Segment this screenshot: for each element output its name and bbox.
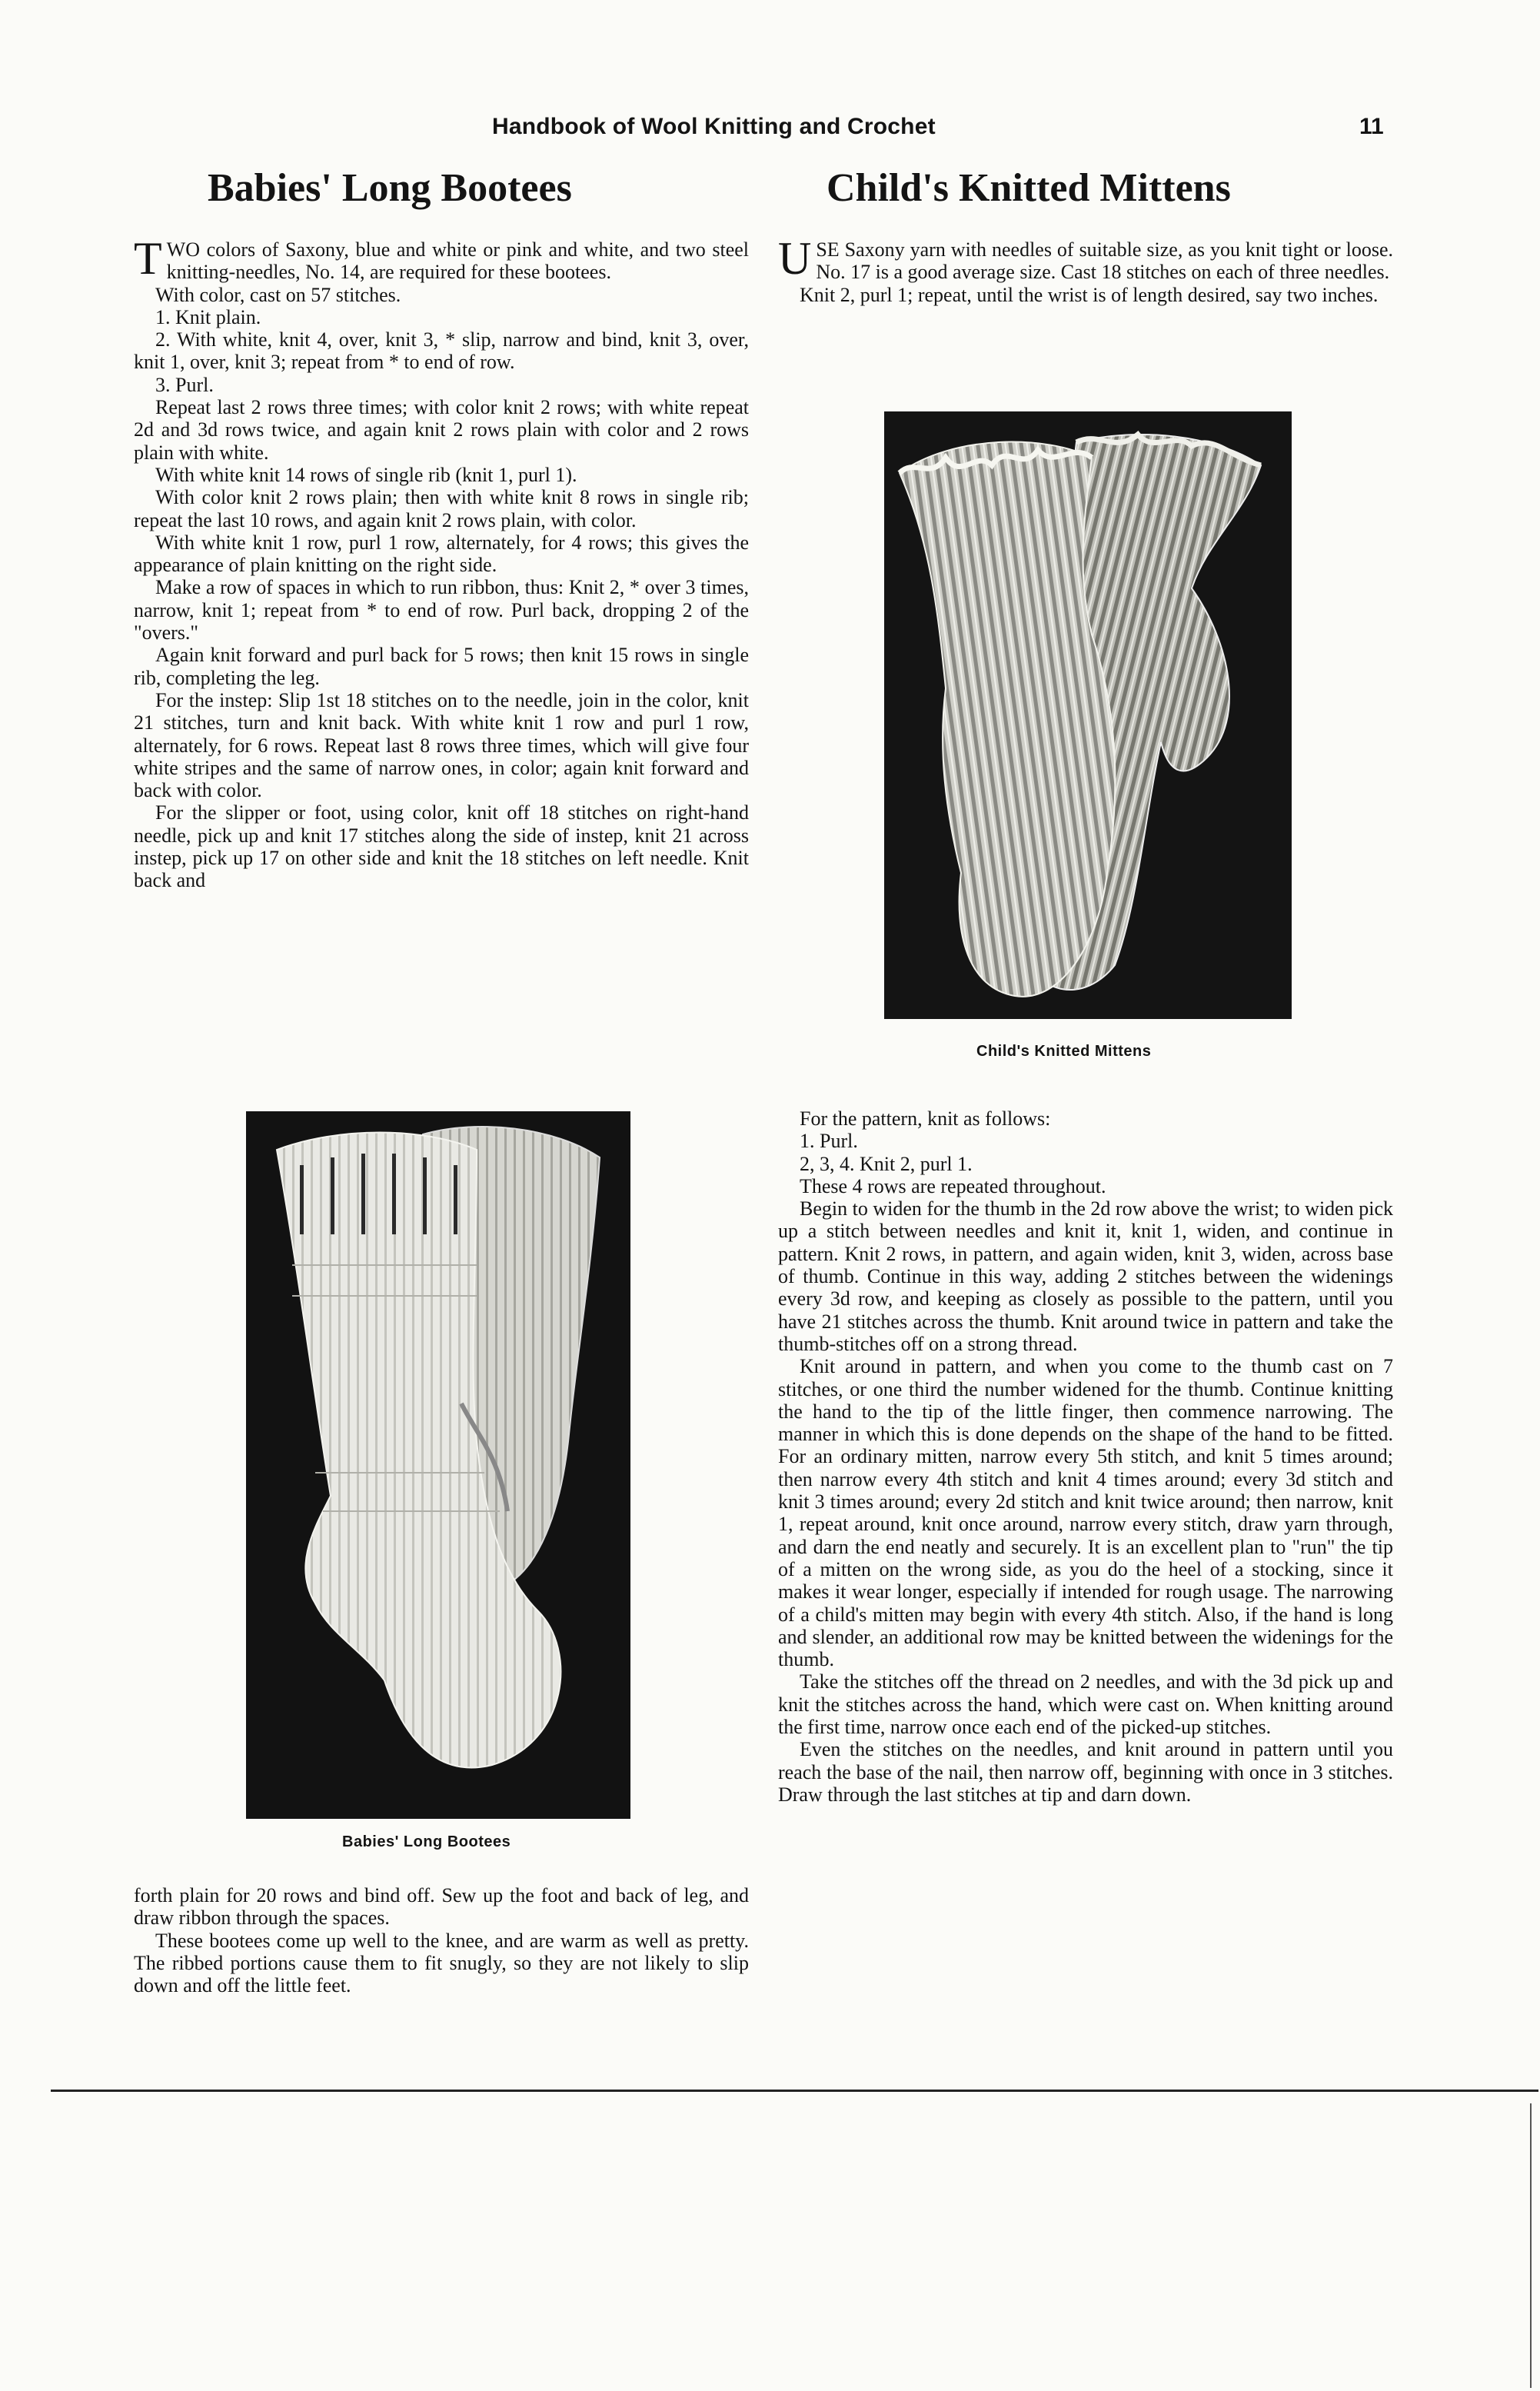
bootees-caption: Babies' Long Bootees [342,1833,511,1850]
bootees-paragraph: Make a row of spaces in which to run ribbon, thus: Knit 2, * over 3 times, narrow, knit 1; repeat from * to end of row. Purl back, dropping 2 of the "overs." [134,576,749,644]
page-number: 11 [1359,114,1384,139]
bootees-paragraph: These bootees come up well to the knee, and are warm as well as pretty. The ribbed portions cause them to fit snugly, so they are not likely to slip down and off the little feet. [134,1929,749,1997]
bootees-paragraph: 2. With white, knit 4, over, knit 3, * slip, narrow and bind, knit 3, over, knit 1, over, knit 3; repeat from * to end of row. [134,328,749,374]
mittens-photo [884,411,1292,1019]
mittens-paragraph: For the pattern, knit as follows: [800,1107,1051,1130]
bootees-paragraph: For the slipper or foot, using color, knit off 18 stitches on right-hand needle, pick up and knit 17 stitches along the side of instep, knit 21 across instep, pick up 17 on other side and knit the 18 stitches on left needle. Knit back and [134,801,749,892]
mittens-illustration [884,411,1292,1019]
mittens-paragraph: Even the stitches on the needles, and knit around in pattern until you reach the base of the nail, then narrow off, beginning with once in 3 stitches. Draw through the last stitches at tip and darn down. [778,1738,1393,1806]
mittens-paragraph: 2, 3, 4. Knit 2, purl 1. [800,1152,973,1175]
bootees-paragraph: 3. Purl. [155,373,214,396]
mittens-text-bottom [778,1107,1393,1806]
mittens-drop-cap: U [778,233,812,284]
bootees-paragraph: For the instep: Slip 1st 18 stitches on to the needle, join in the color, knit 21 stitches, turn and knit back. With white knit 1 row and purl 1 row, alternately, for 6 rows. Repeat last 8 rows three times, which will give four white stripes and the same of narrow ones, in color; again knit forward and back with color. [134,688,749,802]
bootees-paragraph: forth plain for 20 rows and bind off. Sew up the foot and back of leg, and draw ribbon through the spaces. [134,1884,749,1930]
bootees-illustration [246,1111,630,1819]
bootees-text-top [134,233,749,892]
bootees-paragraph: Repeat last 2 rows three times; with color knit 2 rows; with white repeat 2d and 3d rows twice, and again knit 2 rows plain with color and 2 rows plain with white. [134,396,749,464]
bootees-paragraph: With white knit 1 row, purl 1 row, alternately, for 4 rows; this gives the appearance of plain knitting on the right side. [134,531,749,577]
mittens-paragraph: USE Saxony yarn with needles of suitable size, as you knit tight or loose. No. 17 is a good average size. Cast 18 stitches on each of three needles. [778,233,1393,284]
mittens-heading: Child's Knitted Mittens [827,166,1231,210]
bootees-paragraph: TWO colors of Saxony, blue and white or pink and white, and two steel knitting-needles, No. 14, are required for these bootees. [134,233,749,284]
mittens-paragraph: Begin to widen for the thumb in the 2d row above the wrist; to widen pick up a stitch between needles and knit it, knit 1, widen, and continue in pattern. Knit 2 rows, in pattern, and again widen, knit 3, widen, across base of thumb. Continue in this way, adding 2 stitches between the widenings every 3d row, and keeping as closely as possible to the pattern, until you have 21 stitches across the thumb. Knit around twice in pattern and take the thumb-stitches off on a strong thread. [778,1197,1393,1355]
bootees-paragraph: With white knit 14 rows of single rib (knit 1, purl 1). [155,463,577,486]
bootees-text-bottom [134,1884,749,1996]
bootees-photo [246,1111,630,1819]
mittens-caption: Child's Knitted Mittens [976,1043,1152,1060]
mittens-paragraph: 1. Purl. [800,1130,858,1153]
running-title: Handbook of Wool Knitting and Crochet [492,114,936,139]
scan-edge-line [1530,2103,1532,2388]
bootees-paragraph: Again knit forward and purl back for 5 rows; then knit 15 rows in single rib, completing the leg. [134,644,749,689]
bottom-rule [51,2090,1538,2092]
bootees-heading: Babies' Long Bootees [208,166,572,210]
bootees-drop-cap: T [134,233,162,284]
bootees-paragraph: With color knit 2 rows plain; then with white knit 8 rows in single rib; repeat the last 10 rows, and again knit 2 rows plain, with color. [134,486,749,531]
mittens-text-top [778,233,1393,306]
mittens-paragraph: Take the stitches off the thread on 2 needles, and with the 3d pick up and knit the stitches across the hand, which were cast on. When knitting around the first time, narrow once each end of the picked-up stitches. [778,1670,1393,1739]
mittens-paragraph: Knit 2, purl 1; repeat, until the wrist is of length desired, say two inches. [800,283,1379,306]
bootees-paragraph: 1. Knit plain. [155,305,261,328]
bootees-paragraph: With color, cast on 57 stitches. [155,283,401,306]
mittens-paragraph: Knit around in pattern, and when you come to the thumb cast on 7 stitches, or one third the number widened for the thumb. Continue knitting the hand to the tip of the little finger, then commence narrowing. The manner in which this is done depends on the shape of the hand to be fitted. For an ordinary mitten, narrow every 5th stitch, and knit 5 times around; then narrow every 4th stitch and knit 4 times around; every 3d stitch and knit 3 times around; every 2d stitch and knit twice around; then narrow, knit 1, repeat around, knit once around, narrow every stitch, draw yarn through, and darn the end neatly and securely. It is an excellent plan to "run" the tip of a mitten on the wrong side, as you do the heel of a stocking, since it makes it wear longer, especially if intended for rough usage. The narrowing of a child's mitten may begin with every 4th stitch. Also, if the hand is long and slender, an additional row may be knitted between the widenings for the thumb. [778,1355,1393,1671]
mittens-paragraph: These 4 rows are repeated throughout. [800,1174,1106,1197]
